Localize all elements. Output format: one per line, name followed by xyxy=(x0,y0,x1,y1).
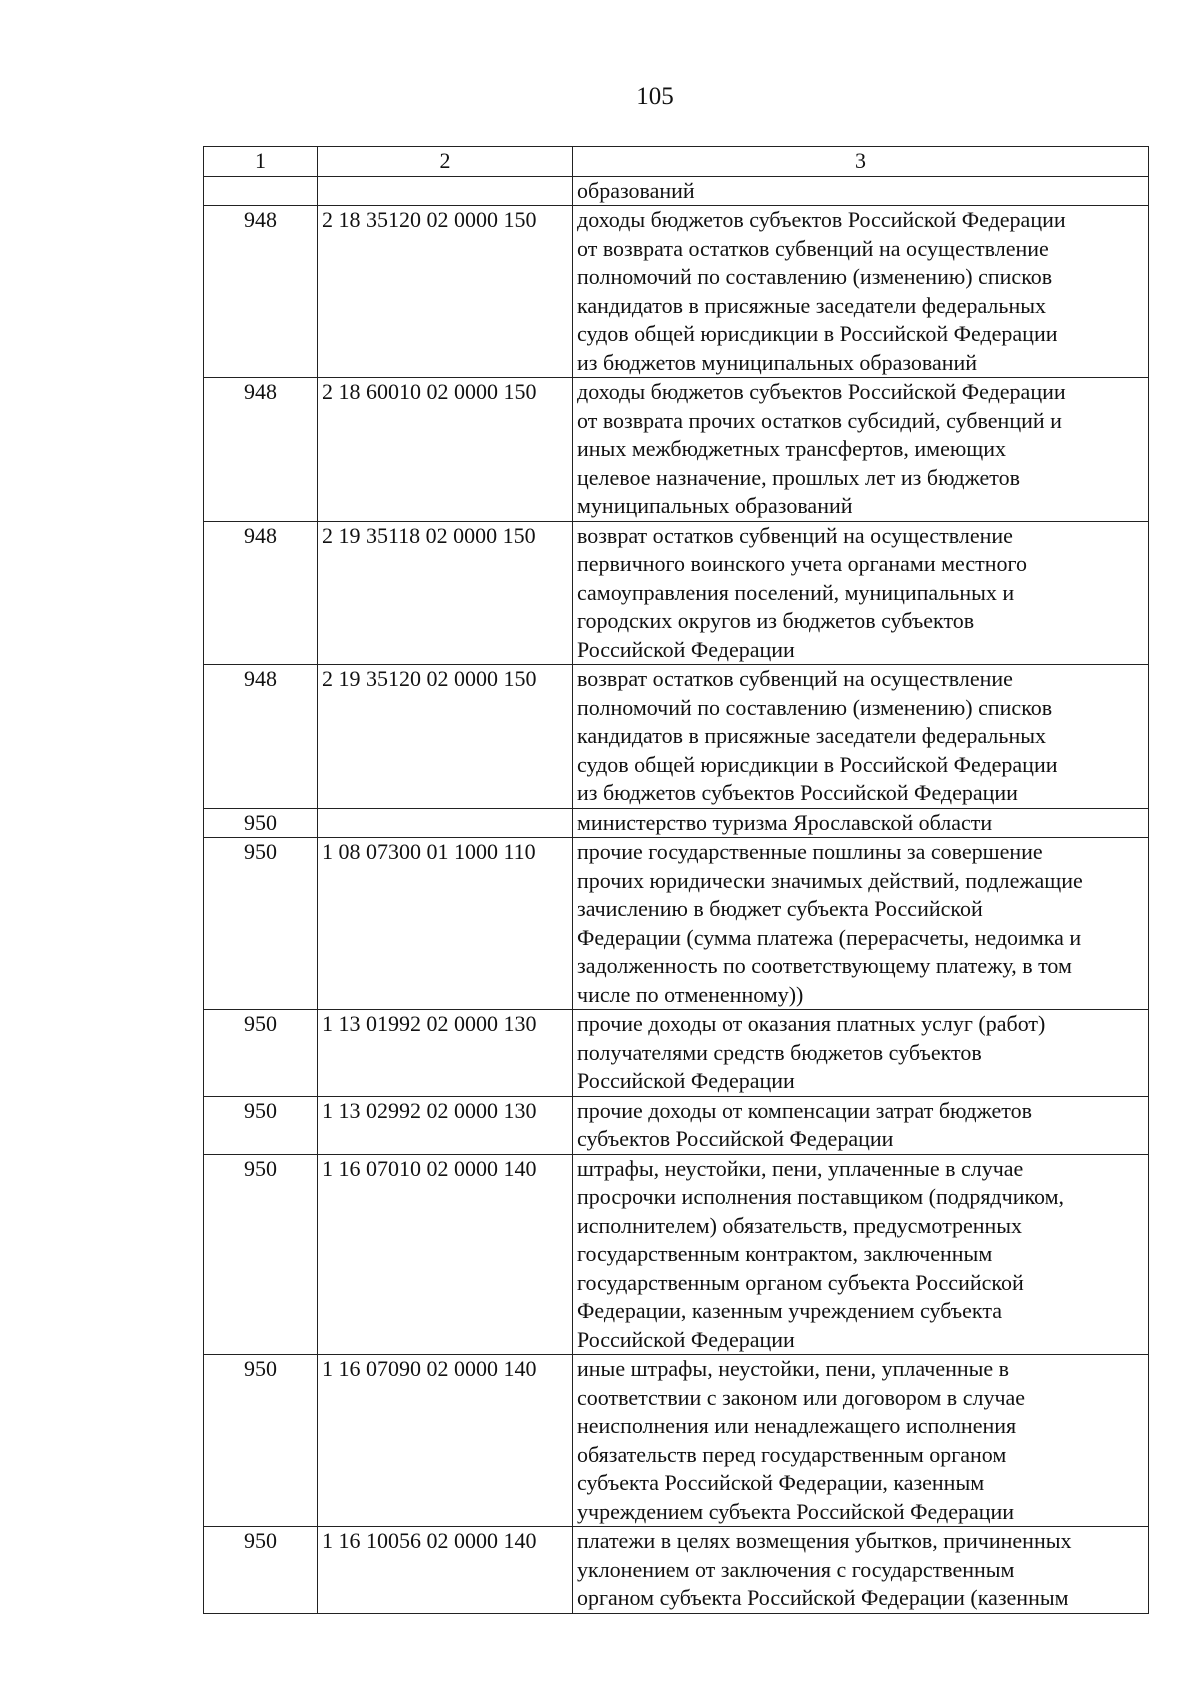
revenue-name-line: уклонением от заключения с государственным xyxy=(577,1556,1015,1582)
admin-code-cell: 950 xyxy=(204,1355,318,1527)
revenue-name-line: из бюджетов субъектов Российской Федерации xyxy=(577,780,1018,805)
table-row xyxy=(204,1096,1149,1154)
budget-code-cell: 2 19 35120 02 0000 150 xyxy=(318,665,573,809)
revenue-name-line: судов общей юрисдикции в Российской Федерации xyxy=(577,321,1058,346)
revenue-name-cell xyxy=(573,521,1149,665)
revenue-name-cell xyxy=(573,1096,1149,1154)
revenue-name-cell xyxy=(573,206,1149,378)
revenue-name-line: доходы бюджетов субъектов Российской Федерации xyxy=(577,207,1066,232)
revenue-name-line: субъекта Российской Федерации, казенным xyxy=(577,1470,985,1495)
revenue-name-line: штрафы, неустойки, пени, уплаченные в случае xyxy=(577,1155,1024,1181)
revenue-name-line: возврат остатков субвенций на осуществление xyxy=(577,666,1013,691)
budget-code-cell: 1 13 01992 02 0000 130 xyxy=(318,1010,573,1097)
budget-code-cell: 1 16 07010 02 0000 140 xyxy=(318,1154,573,1355)
revenue-name-line: муниципальных образований xyxy=(577,493,853,518)
table-row xyxy=(204,206,1149,378)
revenue-name-line: зачислению в бюджет субъекта Российской xyxy=(577,896,983,921)
table-row xyxy=(204,378,1149,522)
admin-code-cell: 950 xyxy=(204,838,318,1010)
table-row xyxy=(204,1527,1149,1614)
table-row xyxy=(204,838,1149,1010)
header-col-2: 2 xyxy=(318,147,573,177)
admin-code-cell: 950 xyxy=(204,1096,318,1154)
header-row xyxy=(204,147,1149,177)
revenue-name-line: целевое назначение, прошлых лет из бюджетов xyxy=(577,464,1020,490)
budget-code-cell: 2 19 35118 02 0000 150 xyxy=(318,521,573,665)
revenue-name-line: иных межбюджетных трансфертов, имеющих xyxy=(577,436,1006,461)
budget-code-cell: 1 08 07300 01 1000 110 xyxy=(318,838,573,1010)
budget-code-cell: 1 13 02992 02 0000 130 xyxy=(318,1096,573,1154)
revenue-name-line: самоуправления поселений, муниципальных и xyxy=(577,579,1015,605)
revenue-name-cell xyxy=(573,1154,1149,1355)
revenue-name-line: числе по отмененному)) xyxy=(577,981,804,1007)
table-row xyxy=(204,808,1149,838)
revenue-name-line: прочие доходы от оказания платных услуг (работ) xyxy=(577,1011,1046,1036)
revenue-name-line: платежи в целях возмещения убытков, причиненных xyxy=(577,1528,1072,1553)
revenue-name-line: полномочий по составлению (изменению) списков xyxy=(577,264,1053,289)
header-col-1: 1 xyxy=(204,147,318,177)
admin-code-cell: 948 xyxy=(204,521,318,665)
revenue-name-line: Российской Федерации xyxy=(577,636,795,662)
admin-code-cell xyxy=(204,176,318,206)
admin-code-cell: 950 xyxy=(204,1527,318,1614)
revenue-name-line: субъектов Российской Федерации xyxy=(577,1126,894,1151)
revenue-name-line: министерство туризма Ярославской области xyxy=(577,809,993,835)
page-number: 105 xyxy=(636,83,674,110)
admin-code-cell: 948 xyxy=(204,378,318,522)
revenue-name-line: возврат остатков субвенций на осуществление xyxy=(577,522,1013,548)
revenue-name-line: прочие доходы от компенсации затрат бюджетов xyxy=(577,1097,1032,1123)
table-row xyxy=(204,1154,1149,1355)
revenue-name-line: прочих юридически значимых действий, подлежащие xyxy=(577,867,1083,893)
revenue-name-line: доходы бюджетов субъектов Российской Федерации xyxy=(577,379,1066,404)
table-row xyxy=(204,1355,1149,1527)
header-col-3: 3 xyxy=(573,147,1149,177)
revenue-name-line: государственным контрактом, заключенным xyxy=(577,1241,993,1266)
revenue-name-line: задолженность по соответствующему платежу, в том xyxy=(577,953,1072,978)
revenue-name-line: из бюджетов муниципальных образований xyxy=(577,349,978,375)
revenue-name-line: кандидатов в присяжные заседатели федеральных xyxy=(577,292,1046,318)
revenue-name-line: просрочки исполнения поставщиком (подрядчиком, xyxy=(577,1184,1065,1209)
revenue-name-line: полномочий по составлению (изменению) списков xyxy=(577,694,1053,720)
revenue-name-line: Российской Федерации xyxy=(577,1068,795,1093)
revenue-name-line: органом субъекта Российской Федерации (казенным xyxy=(577,1585,1069,1610)
revenue-name-cell xyxy=(573,176,1149,206)
revenue-name-line: иные штрафы, неустойки, пени, уплаченные в xyxy=(577,1356,1010,1381)
revenue-name-cell xyxy=(573,378,1149,522)
admin-code-cell: 950 xyxy=(204,808,318,838)
revenue-name-line: обязательств перед государственным органом xyxy=(577,1441,1007,1467)
table-body xyxy=(204,176,1149,1613)
revenue-name-line: от возврата остатков субвенций на осуществление xyxy=(577,235,1049,261)
revenue-name-cell xyxy=(573,1527,1149,1614)
table-row xyxy=(204,176,1149,206)
revenue-name-cell xyxy=(573,808,1149,838)
revenue-name-line: Федерации (сумма платежа (перерасчеты, недоимка и xyxy=(577,924,1082,950)
budget-code-cell: 1 16 07090 02 0000 140 xyxy=(318,1355,573,1527)
revenue-name-line: образований xyxy=(577,177,695,203)
admin-code-cell: 950 xyxy=(204,1154,318,1355)
budget-codes-table xyxy=(203,146,1149,1614)
budget-code-cell: 1 16 10056 02 0000 140 xyxy=(318,1527,573,1614)
revenue-name-cell xyxy=(573,665,1149,809)
revenue-name-line: исполнителем) обязательств, предусмотренных xyxy=(577,1212,1023,1238)
budget-code-cell xyxy=(318,808,573,838)
revenue-name-cell xyxy=(573,838,1149,1010)
revenue-name-line: неисполнения или ненадлежащего исполнения xyxy=(577,1413,1017,1438)
admin-code-cell: 948 xyxy=(204,206,318,378)
budget-code-cell: 2 18 60010 02 0000 150 xyxy=(318,378,573,522)
revenue-name-line: судов общей юрисдикции в Российской Федерации xyxy=(577,751,1058,777)
revenue-name-line: прочие государственные пошлины за совершение xyxy=(577,839,1043,864)
revenue-name-cell xyxy=(573,1010,1149,1097)
budget-code-cell: 2 18 35120 02 0000 150 xyxy=(318,206,573,378)
table-row xyxy=(204,521,1149,665)
revenue-name-line: соответствии с законом или договором в случае xyxy=(577,1384,1026,1410)
table-row xyxy=(204,665,1149,809)
revenue-name-line: кандидатов в присяжные заседатели федеральных xyxy=(577,723,1046,748)
revenue-name-line: получателями средств бюджетов субъектов xyxy=(577,1039,982,1065)
revenue-name-line: Российской Федерации xyxy=(577,1326,795,1352)
table-row xyxy=(204,1010,1149,1097)
revenue-name-line: Федерации, казенным учреждением субъекта xyxy=(577,1298,1002,1323)
budget-code-cell xyxy=(318,176,573,206)
admin-code-cell: 948 xyxy=(204,665,318,809)
revenue-name-cell xyxy=(573,1355,1149,1527)
revenue-name-line: учреждением субъекта Российской Федерации xyxy=(577,1498,1015,1524)
table-header xyxy=(204,147,1149,177)
revenue-name-line: государственным органом субъекта Российской xyxy=(577,1269,1024,1295)
admin-code-cell: 950 xyxy=(204,1010,318,1097)
revenue-name-line: городских округов из бюджетов субъектов xyxy=(577,608,975,633)
revenue-name-line: от возврата прочих остатков субсидий, субвенций и xyxy=(577,407,1062,433)
revenue-name-line: первичного воинского учета органами местного xyxy=(577,551,1027,576)
